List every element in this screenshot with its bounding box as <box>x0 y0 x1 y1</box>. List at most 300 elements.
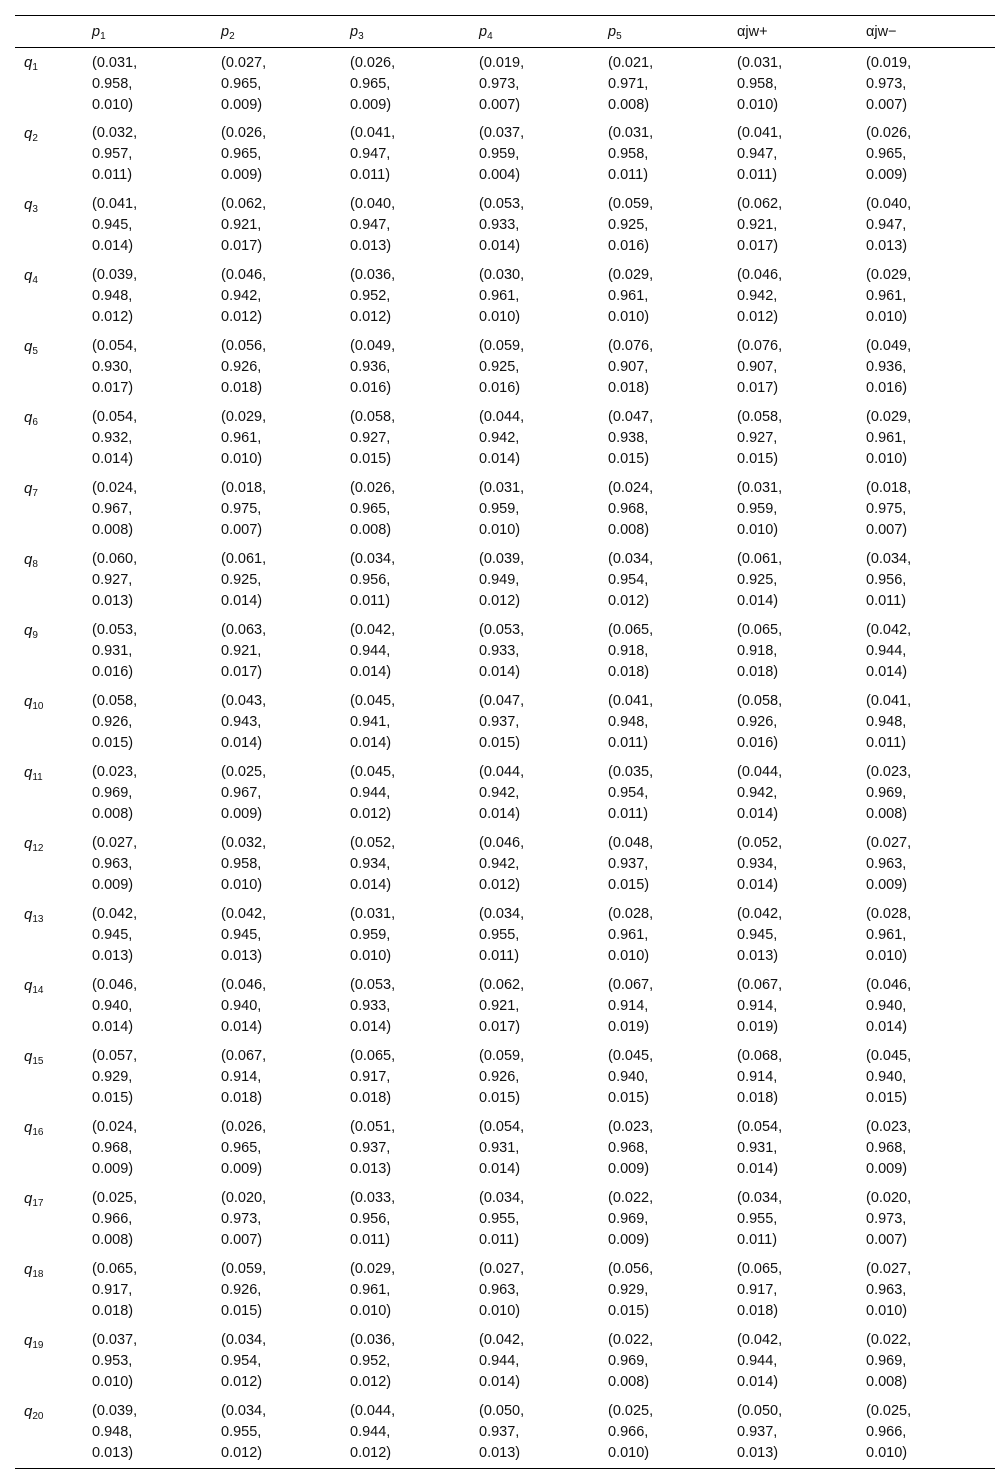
cell-value-line: 0.942, <box>221 288 262 304</box>
cell-value-line: 0.929, <box>608 1282 649 1298</box>
cell-value-line: 0.014) <box>479 806 521 822</box>
cell-value-line: 0.010) <box>221 451 263 467</box>
cell-value-line: (0.043, <box>221 693 267 709</box>
cell-value-line: (0.023, <box>608 1119 654 1135</box>
cell-value-line: 0.015) <box>479 1090 521 1106</box>
table-cell <box>221 261 350 332</box>
cell-value-line: 0.965, <box>221 146 262 162</box>
table-cell <box>221 119 350 190</box>
table-cell <box>608 190 737 261</box>
cell-value-line: 0.012) <box>350 1445 392 1461</box>
cell-value-line: 0.975, <box>866 501 907 517</box>
cell-value-line: 0.018) <box>221 1090 263 1106</box>
cell-value-line: 0.944, <box>866 643 907 659</box>
table-cell <box>479 119 608 190</box>
column-header-4 <box>479 16 608 48</box>
cell-value-line: 0.925, <box>608 217 649 233</box>
cell-value-line: (0.025, <box>866 1403 912 1419</box>
cell-value-line: 0.954, <box>608 572 649 588</box>
cell-value-line: 0.954, <box>221 1353 262 1369</box>
cell-value-line: 0.010) <box>608 309 650 325</box>
cell-value-line: 0.012) <box>350 1374 392 1390</box>
cell-value-line: 0.012) <box>350 309 392 325</box>
cell-value-line: 0.014) <box>350 877 392 893</box>
table-row <box>15 829 995 900</box>
table-row <box>15 403 995 474</box>
cell-value-line: 0.018) <box>737 1303 779 1319</box>
cell-value-line: 0.014) <box>221 1019 263 1035</box>
cell-value-line: 0.952, <box>350 288 391 304</box>
cell-value-line: 0.017) <box>479 1019 521 1035</box>
cell-value-line: 0.937, <box>608 856 649 872</box>
cell-value-line: 0.015) <box>608 877 650 893</box>
cell-value-line: 0.933, <box>479 643 520 659</box>
cell-value-line: 0.010) <box>866 1303 908 1319</box>
table-cell <box>350 900 479 971</box>
cell-value-line: (0.053, <box>92 622 138 638</box>
cell-value-line: (0.058, <box>737 409 783 425</box>
row-header <box>15 332 92 403</box>
row-header-label: q <box>24 622 33 639</box>
cell-value-line: 0.918, <box>737 643 778 659</box>
cell-value-line: (0.029, <box>866 267 912 283</box>
cell-value-line: 0.937, <box>479 714 520 730</box>
cell-value-line: 0.010) <box>608 948 650 964</box>
cell-value-line: (0.041, <box>92 196 138 212</box>
row-header-label: q <box>24 1261 33 1278</box>
column-header-6 <box>737 16 866 48</box>
cell-value-line: (0.062, <box>221 196 267 212</box>
table-row <box>15 1255 995 1326</box>
cell-value-line: 0.943, <box>221 714 262 730</box>
row-header-label: q <box>24 409 33 426</box>
table-cell <box>737 545 866 616</box>
cell-value-line: 0.011) <box>350 593 391 609</box>
cell-value-line: 0.009) <box>221 167 263 183</box>
column-header-label: αjw− <box>866 23 897 40</box>
cell-value-line: (0.058, <box>350 409 396 425</box>
cell-value-line: 0.011) <box>608 806 649 822</box>
cell-value-line: 0.009) <box>92 877 134 893</box>
cell-value-line: 0.937, <box>479 1424 520 1440</box>
cell-value-line: 0.013) <box>92 948 134 964</box>
cell-value-line: 0.019) <box>608 1019 650 1035</box>
cell-value-line: 0.927, <box>92 572 133 588</box>
table-cell <box>608 545 737 616</box>
cell-value-line: 0.010) <box>479 1303 521 1319</box>
cell-value-line: 0.011) <box>737 1232 778 1248</box>
cell-value-line: 0.959, <box>350 927 391 943</box>
row-header <box>15 829 92 900</box>
table-cell <box>221 474 350 545</box>
cell-value-line: 0.013) <box>350 1161 392 1177</box>
cell-value-line: 0.015) <box>221 1303 263 1319</box>
cell-value-line: (0.045, <box>350 764 396 780</box>
cell-value-line: (0.027, <box>866 1261 912 1277</box>
cell-value-line: (0.019, <box>479 55 525 71</box>
cell-value-line: 0.934, <box>737 856 778 872</box>
table-cell <box>92 119 221 190</box>
cell-value-line: (0.061, <box>221 551 267 567</box>
cell-value-line: (0.045, <box>866 1048 912 1064</box>
cell-value-line: 0.958, <box>737 76 778 92</box>
cell-value-line: 0.008) <box>866 1374 908 1390</box>
cell-value-line: (0.053, <box>350 977 396 993</box>
cell-value-line: 0.917, <box>737 1282 778 1298</box>
cell-value-line: 0.015) <box>608 1303 650 1319</box>
cell-value-line: (0.031, <box>608 125 654 141</box>
column-header-label: αjw+ <box>737 23 768 40</box>
row-header-subscript: 19 <box>32 1340 44 1351</box>
cell-value-line: 0.018) <box>608 664 650 680</box>
row-header <box>15 1397 92 1469</box>
cell-value-line: 0.014) <box>866 1019 908 1035</box>
cell-value-line: (0.034, <box>221 1332 267 1348</box>
cell-value-line: (0.054, <box>92 338 138 354</box>
cell-value-line: (0.033, <box>350 1190 396 1206</box>
cell-value-line: 0.965, <box>866 146 907 162</box>
table-cell <box>866 1326 995 1397</box>
cell-value-line: (0.042, <box>737 906 783 922</box>
cell-value-line: 0.945, <box>92 927 133 943</box>
cell-value-line: 0.009) <box>866 1161 908 1177</box>
cell-value-line: 0.008) <box>92 522 134 538</box>
table-cell <box>737 403 866 474</box>
cell-value-line: 0.958, <box>608 146 649 162</box>
cell-value-line: (0.065, <box>737 1261 783 1277</box>
cell-value-line: 0.007) <box>221 1232 263 1248</box>
cell-value-line: 0.012) <box>608 593 650 609</box>
cell-value-line: 0.969, <box>608 1211 649 1227</box>
row-header-subscript: 4 <box>32 275 38 286</box>
cell-value-line: 0.961, <box>350 1282 391 1298</box>
table-cell <box>221 1397 350 1469</box>
table-cell <box>350 474 479 545</box>
cell-value-line: (0.051, <box>350 1119 396 1135</box>
row-header <box>15 1042 92 1113</box>
table-cell <box>737 261 866 332</box>
column-header-5 <box>608 16 737 48</box>
cell-value-line: (0.042, <box>866 622 912 638</box>
table-cell <box>479 545 608 616</box>
cell-value-line: 0.914, <box>608 998 649 1014</box>
cell-value-line: (0.076, <box>737 338 783 354</box>
cell-value-line: (0.048, <box>608 835 654 851</box>
cell-value-line: 0.015) <box>92 735 134 751</box>
table-cell <box>221 545 350 616</box>
cell-value-line: 0.945, <box>221 927 262 943</box>
cell-value-line: (0.029, <box>866 409 912 425</box>
cell-value-line: 0.933, <box>350 998 391 1014</box>
table-cell <box>92 687 221 758</box>
cell-value-line: 0.955, <box>479 1211 520 1227</box>
cell-value-line: 0.014) <box>221 593 263 609</box>
table-cell <box>92 1255 221 1326</box>
cell-value-line: (0.050, <box>737 1403 783 1419</box>
cell-value-line: 0.019) <box>737 1019 779 1035</box>
cell-value-line: 0.961, <box>866 288 907 304</box>
cell-value-line: (0.049, <box>350 338 396 354</box>
table-cell <box>866 1397 995 1469</box>
table-cell <box>479 829 608 900</box>
cell-value-line: 0.010) <box>866 451 908 467</box>
cell-value-line: 0.936, <box>350 359 391 375</box>
cell-value-line: 0.011) <box>608 735 649 751</box>
table-cell <box>221 687 350 758</box>
table-cell <box>221 48 350 120</box>
table-row <box>15 971 995 1042</box>
cell-value-line: 0.012) <box>350 806 392 822</box>
cell-value-line: (0.058, <box>92 693 138 709</box>
row-header <box>15 616 92 687</box>
table-cell <box>92 261 221 332</box>
table-cell <box>92 1113 221 1184</box>
cell-value-line: (0.026, <box>350 480 396 496</box>
table-row <box>15 48 995 120</box>
cell-value-line: (0.031, <box>737 55 783 71</box>
cell-value-line: (0.040, <box>350 196 396 212</box>
column-header-subscript: 2 <box>229 30 235 42</box>
cell-value-line: 0.009) <box>221 1161 263 1177</box>
table-cell <box>737 1184 866 1255</box>
cell-value-line: 0.917, <box>92 1282 133 1298</box>
cell-value-line: 0.942, <box>479 785 520 801</box>
column-header-subscript: 1 <box>100 30 106 42</box>
table-cell <box>92 1042 221 1113</box>
cell-value-line: 0.938, <box>608 430 649 446</box>
cell-value-line: 0.016) <box>608 238 650 254</box>
table-cell <box>221 1184 350 1255</box>
cell-value-line: 0.968, <box>608 1140 649 1156</box>
cell-value-line: (0.036, <box>350 1332 396 1348</box>
cell-value-line: (0.067, <box>608 977 654 993</box>
table-row <box>15 1113 995 1184</box>
cell-value-line: 0.011) <box>479 1232 520 1248</box>
cell-value-line: (0.034, <box>479 1190 525 1206</box>
cell-value-line: (0.024, <box>608 480 654 496</box>
cell-value-line: 0.010) <box>221 877 263 893</box>
row-header-subscript: 1 <box>32 62 38 73</box>
table-cell <box>479 261 608 332</box>
row-header <box>15 1326 92 1397</box>
cell-value-line: 0.012) <box>92 309 134 325</box>
table-row <box>15 261 995 332</box>
cell-value-line: 0.009) <box>92 1161 134 1177</box>
table-cell <box>608 1397 737 1469</box>
cell-value-line: (0.040, <box>866 196 912 212</box>
column-header-subscript: 3 <box>358 30 364 42</box>
row-header-subscript: 11 <box>32 772 43 783</box>
row-header-label: q <box>24 764 33 781</box>
cell-value-line: 0.929, <box>92 1069 133 1085</box>
cell-value-line: 0.967, <box>221 785 262 801</box>
row-header <box>15 190 92 261</box>
row-header-subscript: 14 <box>32 985 44 996</box>
table-cell <box>350 48 479 120</box>
table-cell <box>866 758 995 829</box>
row-header <box>15 687 92 758</box>
cell-value-line: 0.959, <box>479 146 520 162</box>
cell-value-line: 0.010) <box>737 97 779 113</box>
cell-value-line: 0.009) <box>608 1161 650 1177</box>
table-cell <box>92 48 221 120</box>
table-cell <box>221 332 350 403</box>
cell-value-line: 0.944, <box>479 1353 520 1369</box>
cell-value-line: 0.013) <box>92 593 134 609</box>
row-header-subscript: 13 <box>32 914 44 925</box>
cell-value-line: 0.954, <box>608 785 649 801</box>
cell-value-line: (0.045, <box>350 693 396 709</box>
table-cell <box>737 971 866 1042</box>
cell-value-line: (0.046, <box>737 267 783 283</box>
cell-value-line: 0.931, <box>92 643 133 659</box>
cell-value-line: 0.008) <box>92 806 134 822</box>
table-cell <box>866 1113 995 1184</box>
cell-value-line: 0.014) <box>737 1161 779 1177</box>
cell-value-line: 0.940, <box>221 998 262 1014</box>
cell-value-line: 0.973, <box>479 76 520 92</box>
table-cell <box>737 1397 866 1469</box>
table-cell <box>350 1326 479 1397</box>
cell-value-line: 0.907, <box>737 359 778 375</box>
table-cell <box>608 403 737 474</box>
cell-value-line: 0.013) <box>479 1445 521 1461</box>
cell-value-line: (0.024, <box>92 1119 138 1135</box>
cell-value-line: (0.025, <box>608 1403 654 1419</box>
cell-value-line: 0.010) <box>479 309 521 325</box>
table-cell <box>866 190 995 261</box>
cell-value-line: (0.054, <box>479 1119 525 1135</box>
table-cell <box>350 616 479 687</box>
cell-value-line: 0.018) <box>737 664 779 680</box>
cell-value-line: (0.039, <box>479 551 525 567</box>
column-header-7 <box>866 16 995 48</box>
cell-value-line: (0.023, <box>866 1119 912 1135</box>
cell-value-line: 0.011) <box>350 1232 391 1248</box>
cell-value-line: 0.947, <box>866 217 907 233</box>
cell-value-line: (0.034, <box>479 906 525 922</box>
cell-value-line: 0.007) <box>866 522 908 538</box>
row-header-label: q <box>24 906 33 923</box>
cell-value-line: 0.921, <box>221 217 262 233</box>
cell-value-line: 0.013) <box>350 238 392 254</box>
cell-value-line: 0.011) <box>866 593 907 609</box>
cell-value-line: 0.925, <box>221 572 262 588</box>
cell-value-line: 0.017) <box>737 380 779 396</box>
cell-value-line: (0.027, <box>479 1261 525 1277</box>
cell-value-line: 0.013) <box>866 238 908 254</box>
cell-value-line: (0.034, <box>350 551 396 567</box>
cell-value-line: 0.008) <box>350 522 392 538</box>
table-row <box>15 616 995 687</box>
cell-value-line: (0.059, <box>608 196 654 212</box>
cell-value-line: 0.959, <box>479 501 520 517</box>
table-cell <box>92 758 221 829</box>
table-row <box>15 332 995 403</box>
table-cell <box>221 971 350 1042</box>
cell-value-line: (0.036, <box>350 267 396 283</box>
cell-value-line: 0.934, <box>350 856 391 872</box>
cell-value-line: (0.054, <box>92 409 138 425</box>
table-cell <box>866 48 995 120</box>
table-cell <box>608 616 737 687</box>
table-cell <box>737 1113 866 1184</box>
cell-value-line: 0.948, <box>92 1424 133 1440</box>
cell-value-line: (0.046, <box>221 267 267 283</box>
table-cell <box>479 1326 608 1397</box>
row-header <box>15 1113 92 1184</box>
cell-value-line: 0.012) <box>221 309 263 325</box>
row-header-label: q <box>24 1332 33 1349</box>
cell-value-line: 0.961, <box>866 430 907 446</box>
cell-value-line: 0.963, <box>479 1282 520 1298</box>
cell-value-line: (0.030, <box>479 267 525 283</box>
table-cell <box>92 616 221 687</box>
cell-value-line: 0.961, <box>221 430 262 446</box>
decision-matrix-table <box>15 15 995 1469</box>
table-cell <box>479 474 608 545</box>
cell-value-line: 0.955, <box>737 1211 778 1227</box>
cell-value-line: (0.044, <box>479 764 525 780</box>
cell-value-line: 0.955, <box>221 1424 262 1440</box>
cell-value-line: 0.918, <box>608 643 649 659</box>
cell-value-line: 0.018) <box>350 1090 392 1106</box>
table-cell <box>866 545 995 616</box>
table-cell <box>479 758 608 829</box>
cell-value-line: 0.014) <box>350 735 392 751</box>
cell-value-line: (0.065, <box>92 1261 138 1277</box>
cell-value-line: 0.012) <box>479 877 521 893</box>
cell-value-line: (0.023, <box>92 764 138 780</box>
table-cell <box>737 1326 866 1397</box>
cell-value-line: 0.921, <box>737 217 778 233</box>
row-header-label: q <box>24 1190 33 1207</box>
table-cell <box>608 900 737 971</box>
cell-value-line: 0.914, <box>737 998 778 1014</box>
cell-value-line: 0.015) <box>608 451 650 467</box>
table-cell <box>866 332 995 403</box>
cell-value-line: 0.015) <box>737 451 779 467</box>
row-header <box>15 261 92 332</box>
cell-value-line: (0.020, <box>221 1190 267 1206</box>
cell-value-line: (0.032, <box>92 125 138 141</box>
cell-value-line: 0.009) <box>608 1232 650 1248</box>
cell-value-line: 0.016) <box>866 380 908 396</box>
table-cell <box>479 1397 608 1469</box>
cell-value-line: 0.925, <box>479 359 520 375</box>
cell-value-line: (0.047, <box>608 409 654 425</box>
column-header-label: p <box>92 23 101 40</box>
row-header-subscript: 10 <box>32 701 44 712</box>
cell-value-line: 0.014) <box>479 1374 521 1390</box>
table-cell <box>221 829 350 900</box>
cell-value-line: (0.059, <box>479 1048 525 1064</box>
table-cell <box>866 616 995 687</box>
table-cell <box>866 1042 995 1113</box>
cell-value-line: 0.940, <box>92 998 133 1014</box>
table-row <box>15 474 995 545</box>
cell-value-line: 0.966, <box>92 1211 133 1227</box>
row-header <box>15 545 92 616</box>
row-header-label: q <box>24 125 33 142</box>
cell-value-line: 0.014) <box>866 664 908 680</box>
table-cell <box>608 119 737 190</box>
cell-value-line: 0.961, <box>866 927 907 943</box>
table-cell <box>479 1113 608 1184</box>
cell-value-line: 0.969, <box>866 785 907 801</box>
table-cell <box>866 119 995 190</box>
table-cell <box>479 900 608 971</box>
